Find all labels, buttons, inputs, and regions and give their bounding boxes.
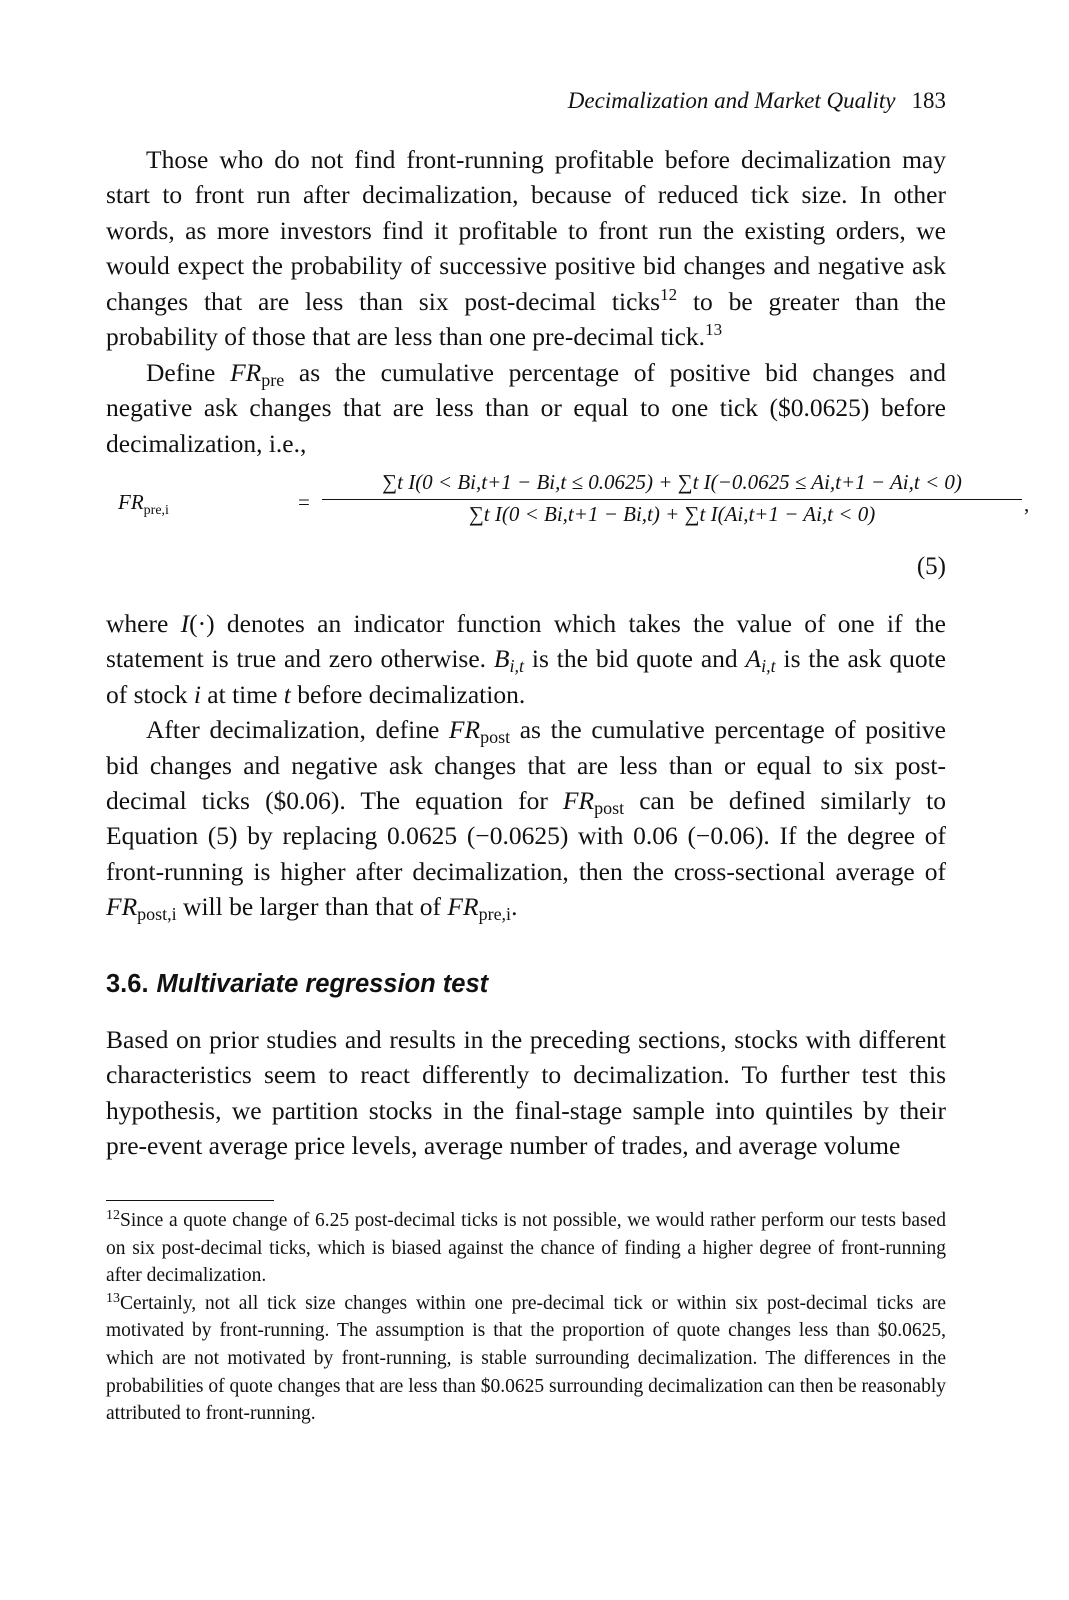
math-symbol: FR: [562, 786, 595, 816]
math-symbol: A: [745, 644, 762, 674]
equation-fraction: [322, 470, 1022, 527]
footnote-13: [106, 1290, 946, 1428]
footnotes: [106, 1207, 946, 1428]
paragraph-text: .: [511, 892, 518, 922]
math-subscript: post: [480, 727, 511, 748]
math-symbol: FR: [448, 715, 481, 745]
math-symbol: FR: [447, 892, 479, 922]
paragraph-define-frpre: [106, 355, 946, 461]
page-number: 183: [911, 88, 946, 113]
math-subscript: post,i: [137, 904, 177, 925]
footnote-mark: 13: [106, 1290, 120, 1306]
footnote-12: [106, 1207, 946, 1290]
paragraph-text: before decimalization.: [290, 679, 526, 709]
running-header: [106, 86, 946, 116]
section-title: Multivariate regression test: [156, 970, 489, 998]
footnote-divider: [106, 1200, 274, 1201]
equals-sign: =: [298, 490, 310, 514]
math-subscript: pre,i: [478, 904, 512, 925]
paragraph-regression-intro: [106, 1022, 946, 1164]
math-subscript: i,t: [509, 656, 524, 677]
equation-lhs: [118, 490, 169, 519]
paragraph-define-frpost: [106, 712, 946, 924]
equation-lhs-symbol: FR: [118, 490, 144, 514]
paragraph-text: as the cumulative percentage of positive bid changes and negative ask changes that are less than or equal to six post-decimal ticks ($0.06). The equation for: [106, 715, 946, 816]
equation-lhs-subscript: pre,i: [143, 503, 169, 519]
paragraph-text: will be larger than that of: [176, 892, 448, 922]
section-heading: [106, 970, 488, 999]
paragraph-text: at time: [200, 679, 284, 709]
paragraph-text: Based on prior studies and results in the preceding sections, stocks with different characteristics seem to react differently to decimalization. To further test this hypothesis, we partition stocks in the final-stage sample into quintiles by their pre-event average price levels, average number of trades, and average volume: [106, 1025, 946, 1161]
equation-number: (5): [916, 553, 946, 580]
footnote-mark: 12: [106, 1208, 120, 1223]
paragraph-text: (·) denotes an indicator function which takes the value of one if the statement is true and zero otherwise.: [106, 609, 946, 674]
math-symbol: B: [493, 644, 510, 674]
math-subscript: post: [594, 798, 625, 819]
equation-numerator: ∑t I(0 < Bi,t+1 − Bi,t ≤ 0.0625) + ∑t I(−0.0625 ≤ Ai,t+1 − Ai,t < 0): [382, 470, 962, 494]
section-number: 3.6.: [106, 970, 149, 998]
paragraph-text: is the bid quote and: [524, 644, 746, 674]
running-title: Decimalization and Market Quality: [567, 88, 896, 113]
math-symbol: FR: [230, 358, 262, 387]
paragraph-text: to be greater than the probability of those that are less than one pre-decimal tick.: [106, 286, 947, 352]
math-symbol: t: [283, 679, 291, 709]
equation-5: [106, 470, 1030, 542]
footnote-ref-13[interactable]: 13: [705, 320, 723, 340]
paragraph-text: can be defined similarly to Equation (5) by replacing 0.0625 (−0.0625) with 0.06 (−0.06). If the degree of front-running is higher after decimalization, then the cross-sectional average of: [106, 786, 946, 886]
footnote-text: Certainly, not all tick size changes within one pre-decimal tick or within six post-decimal ticks are motivated by front-running. The assumption is that the proportion of quote changes less than $0.0625, which are not motivated by front-running, is stable surrounding decimalization. The differences in the probabilities of quote changes that are less than $0.0625 surrounding decimalization can then be reasonably attributed to front-running.: [106, 1292, 946, 1425]
paragraph-front-running-intro: [106, 142, 946, 354]
math-symbol: I: [180, 609, 190, 638]
paragraph-text: where: [106, 609, 181, 638]
paragraph-text: is the ask quote of stock: [106, 644, 946, 709]
equation-comma: ,: [1024, 492, 1030, 516]
paragraph-indicator-definition: [106, 606, 946, 925]
math-subscript: i,t: [761, 656, 776, 677]
paragraph-text: After decimalization, define: [146, 715, 449, 745]
paragraph-text: Those who do not find front-running profitable before decimalization may start to front run after decimalization, because of reduced tick size. In other words, as more investors find it profitable to front run the existing orders, we would expect the probability of successive positive bid changes and negative ask changes that are less than six post-decimal ticks: [106, 145, 946, 316]
math-symbol: i: [193, 679, 201, 709]
footnote-text: Since a quote change of 6.25 post-decimal ticks is not possible, we would rather perform our tests based on six post-decimal ticks, which is biased against the chance of finding a higher degree of front-running after decimalization.: [106, 1210, 946, 1287]
paragraph-text: as the cumulative percentage of positive bid changes and negative ask changes that are less than or equal to one tick ($0.0625) before decimalization, i.e.,: [106, 358, 946, 458]
footnote-ref-12[interactable]: 12: [660, 284, 678, 304]
equation-denominator: ∑t I(0 < Bi,t+1 − Bi,t) + ∑t I(Ai,t+1 − Ai,t < 0): [468, 502, 876, 526]
math-subscript: pre: [261, 370, 285, 390]
paragraph-text: Define: [146, 358, 231, 387]
math-symbol: FR: [106, 892, 138, 922]
